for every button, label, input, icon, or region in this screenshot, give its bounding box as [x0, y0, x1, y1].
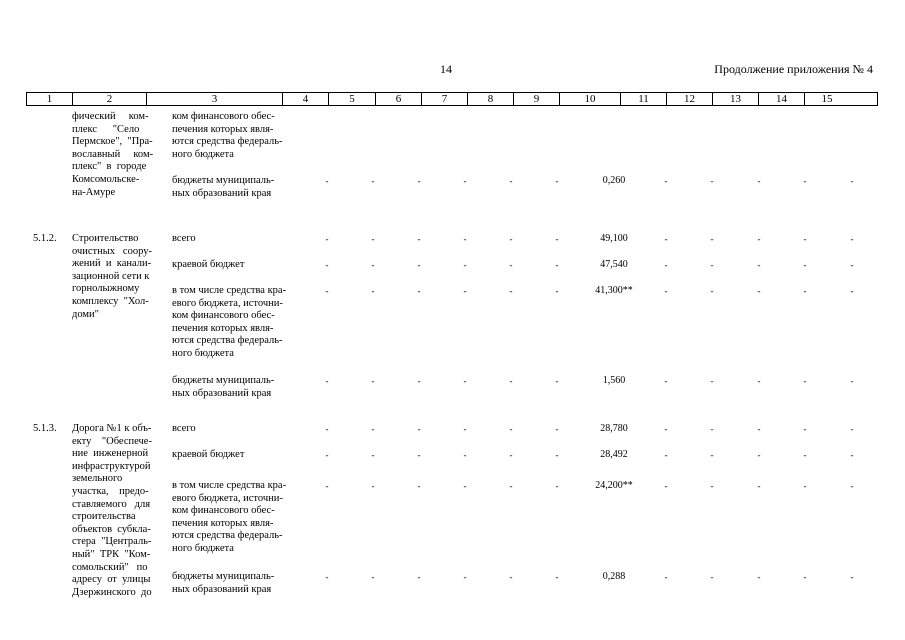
item-name-line: ние инженерной	[72, 448, 149, 460]
source-of-funding	[172, 480, 286, 556]
column-header-5: 5	[329, 93, 376, 105]
cell-col12: -	[710, 572, 714, 582]
continued-source	[172, 175, 274, 200]
cell-col5: -	[371, 234, 375, 244]
cell-col10: 41,300**	[595, 285, 633, 296]
source-of-funding-line: краевой бюджет	[172, 449, 245, 460]
source-of-funding-line: всего	[172, 233, 196, 244]
column-header-4: 4	[283, 93, 329, 105]
cell-col9: -	[555, 234, 559, 244]
cell-col10: 0,288	[602, 571, 626, 582]
column-header-1: 1	[27, 93, 73, 105]
cell-col15: -	[850, 376, 854, 386]
cell-col12: -	[710, 234, 714, 244]
cell-col13: -	[757, 450, 761, 460]
source-of-funding-line: ком финансового обес-	[172, 505, 275, 517]
cell-col14: -	[803, 450, 807, 460]
source-of-funding-line: ются средства федераль-	[172, 335, 283, 347]
cell-col4: -	[325, 176, 329, 186]
cell-col11: -	[664, 234, 668, 244]
item-name-line: жений и канали-	[72, 258, 152, 270]
cell-col12: -	[710, 450, 714, 460]
cell-col13: -	[757, 176, 761, 186]
continued-object-name-line: плекс "Село	[72, 123, 140, 135]
cell-col6: -	[417, 376, 421, 386]
item-name-line: инфраструктурой	[72, 460, 151, 472]
cell-col15: -	[850, 260, 854, 270]
cell-col5: -	[371, 176, 375, 186]
cell-col7: -	[463, 260, 467, 270]
cell-col13: -	[757, 234, 761, 244]
source-of-funding-line: ются средства федераль-	[172, 530, 283, 542]
cell-col7: -	[463, 234, 467, 244]
continuation-label: Продолжение приложения № 4	[714, 62, 873, 76]
cell-col11: -	[664, 424, 668, 434]
cell-col10: 24,200**	[595, 480, 633, 491]
cell-col8: -	[509, 572, 513, 582]
continued-source-tail-line: ком финансового обес-	[172, 111, 275, 122]
cell-col7: -	[463, 481, 467, 491]
continued-object-name	[72, 111, 153, 199]
cell-col14: -	[803, 260, 807, 270]
column-header-11: 11	[621, 93, 667, 105]
table-header-row	[26, 92, 878, 106]
cell-col11: -	[664, 450, 668, 460]
source-of-funding-line: в том числе средства кра-	[172, 480, 287, 491]
item-name-line: Дорога №1 к объ-	[72, 423, 152, 434]
continued-source-tail-line: ного бюджета	[172, 148, 234, 160]
cell-col7: -	[463, 424, 467, 434]
cell-col10: 28,492	[600, 449, 628, 460]
cell-col11: -	[664, 376, 668, 386]
cell-col9: -	[555, 260, 559, 270]
continued-object-name-line: вославный ком-	[72, 148, 154, 160]
item-name-line: Дзержинского до	[72, 586, 152, 598]
cell-col10: 49,100	[600, 233, 628, 244]
cell-col10: 28,780	[600, 423, 628, 434]
item-name-line: Строительство	[72, 233, 139, 244]
item-name-line: ный" ТРК "Ком-	[72, 548, 151, 560]
item-name-line: земельного	[72, 473, 123, 485]
continued-object-name-line: Комсомольске-	[72, 173, 140, 185]
cell-col6: -	[417, 286, 421, 296]
cell-col6: -	[417, 450, 421, 460]
column-header-14: 14	[759, 93, 805, 105]
cell-col12: -	[710, 376, 714, 386]
cell-col8: -	[509, 424, 513, 434]
item-name-line: сомольский" по	[72, 561, 148, 573]
column-header-3: 3	[147, 93, 283, 105]
continued-source-tail-line: печения которых явля-	[172, 123, 274, 135]
cell-col5: -	[371, 424, 375, 434]
continued-source-line: ных образований края	[172, 187, 272, 199]
cell-col10: 0,260	[602, 175, 626, 186]
page-number: 14	[440, 62, 452, 76]
cell-col7: -	[463, 572, 467, 582]
source-of-funding-line: в том числе средства кра-	[172, 285, 287, 296]
cell-col8: -	[509, 481, 513, 491]
cell-col6: -	[417, 234, 421, 244]
source-of-funding	[172, 571, 274, 596]
source-of-funding-line: печения которых явля-	[172, 322, 274, 334]
cell-col4: -	[325, 481, 329, 491]
cell-col4: -	[325, 376, 329, 386]
item-name-line: адресу от улицы	[72, 574, 151, 586]
cell-col8: -	[509, 450, 513, 460]
item-name	[72, 233, 152, 321]
column-header-10: 10	[560, 93, 621, 105]
cell-col9: -	[555, 376, 559, 386]
cell-col10: 1,560	[602, 375, 626, 386]
cell-col13: -	[757, 376, 761, 386]
cell-col14: -	[803, 481, 807, 491]
cell-col13: -	[757, 481, 761, 491]
source-of-funding-line: ных образований края	[172, 583, 272, 595]
cell-col5: -	[371, 260, 375, 270]
continued-object-name-line: на-Амуре	[72, 186, 116, 198]
cell-col4: -	[325, 572, 329, 582]
item-name	[72, 423, 152, 599]
source-of-funding-line: печения которых явля-	[172, 517, 274, 529]
continued-object-name-line: Пермское", "Пра-	[72, 136, 153, 148]
cell-col13: -	[757, 424, 761, 434]
cell-col12: -	[710, 176, 714, 186]
column-header-15: 15	[821, 93, 833, 105]
cell-col14: -	[803, 376, 807, 386]
continued-source-tail-line: ются средства федераль-	[172, 136, 283, 148]
source-of-funding	[172, 423, 196, 436]
cell-col5: -	[371, 376, 375, 386]
cell-col14: -	[803, 424, 807, 434]
source-of-funding-line: краевой бюджет	[172, 259, 245, 270]
cell-col15: -	[850, 176, 854, 186]
cell-col9: -	[555, 450, 559, 460]
continued-source-line: бюджеты муниципаль-	[172, 175, 275, 186]
cell-col9: -	[555, 176, 559, 186]
cell-col15: -	[850, 424, 854, 434]
item-name-line: горнолыжному	[72, 283, 140, 295]
cell-col11: -	[664, 286, 668, 296]
cell-col15: -	[850, 572, 854, 582]
continued-object-name-line: фический ком-	[72, 111, 149, 122]
cell-col8: -	[509, 376, 513, 386]
cell-col7: -	[463, 450, 467, 460]
item-name-line: ставляемого для	[72, 498, 151, 510]
cell-col15: -	[850, 450, 854, 460]
source-of-funding	[172, 233, 196, 246]
cell-col12: -	[710, 424, 714, 434]
cell-col13: -	[757, 260, 761, 270]
cell-col15: -	[850, 286, 854, 296]
cell-col13: -	[757, 286, 761, 296]
source-of-funding-line: ком финансового обес-	[172, 310, 275, 322]
cell-col4: -	[325, 450, 329, 460]
item-name-line: екту "Обеспече-	[72, 435, 152, 447]
cell-col11: -	[664, 260, 668, 270]
item-name-line: зационной сети к	[72, 270, 150, 282]
cell-col7: -	[463, 286, 467, 296]
source-of-funding	[172, 449, 244, 462]
column-header-7: 7	[422, 93, 468, 105]
column-header-6: 6	[376, 93, 422, 105]
cell-col11: -	[664, 572, 668, 582]
cell-col6: -	[417, 424, 421, 434]
source-of-funding-line: евого бюджета, источни-	[172, 492, 283, 504]
cell-col4: -	[325, 260, 329, 270]
item-name-line: объектов субкла-	[72, 523, 151, 535]
cell-col4: -	[325, 424, 329, 434]
column-header-2: 2	[73, 93, 147, 105]
source-of-funding-line: евого бюджета, источни-	[172, 297, 283, 309]
cell-col7: -	[463, 176, 467, 186]
column-header-13: 13	[713, 93, 759, 105]
column-header-12: 12	[667, 93, 713, 105]
source-of-funding	[172, 375, 274, 400]
item-number: 5.1.3.	[33, 423, 57, 434]
source-of-funding-line: всего	[172, 423, 196, 434]
source-of-funding	[172, 259, 244, 272]
cell-col12: -	[710, 481, 714, 491]
source-of-funding-line: ных образований края	[172, 387, 272, 399]
cell-col12: -	[710, 286, 714, 296]
cell-col9: -	[555, 286, 559, 296]
continued-source-tail	[172, 111, 283, 161]
item-name-line: комплексу "Хол-	[72, 295, 149, 307]
cell-col6: -	[417, 176, 421, 186]
cell-col4: -	[325, 286, 329, 296]
cell-col14: -	[803, 572, 807, 582]
item-name-line: участка, предо-	[72, 485, 149, 497]
cell-col11: -	[664, 481, 668, 491]
cell-col8: -	[509, 176, 513, 186]
source-of-funding-line: ного бюджета	[172, 542, 234, 554]
column-header-9: 9	[514, 93, 560, 105]
source-of-funding-line: бюджеты муниципаль-	[172, 375, 275, 386]
cell-col8: -	[509, 234, 513, 244]
item-name-line: строительства	[72, 511, 136, 523]
cell-col15: -	[850, 234, 854, 244]
cell-col5: -	[371, 481, 375, 491]
item-name-line: доми"	[72, 308, 99, 320]
cell-col8: -	[509, 286, 513, 296]
cell-col11: -	[664, 176, 668, 186]
source-of-funding-line: бюджеты муниципаль-	[172, 571, 275, 582]
cell-col5: -	[371, 572, 375, 582]
source-of-funding	[172, 285, 286, 361]
cell-col15: -	[850, 481, 854, 491]
cell-col9: -	[555, 424, 559, 434]
item-name-line: очистных соору-	[72, 245, 152, 257]
cell-col7: -	[463, 376, 467, 386]
cell-col9: -	[555, 572, 559, 582]
cell-col6: -	[417, 260, 421, 270]
source-of-funding-line: ного бюджета	[172, 347, 234, 359]
item-number: 5.1.2.	[33, 233, 57, 244]
cell-col13: -	[757, 572, 761, 582]
cell-col12: -	[710, 260, 714, 270]
cell-col14: -	[803, 176, 807, 186]
item-name-line: стера "Централь-	[72, 536, 152, 548]
continued-object-name-line: плекс" в городе	[72, 161, 147, 173]
cell-col14: -	[803, 234, 807, 244]
cell-col9: -	[555, 481, 559, 491]
cell-col5: -	[371, 286, 375, 296]
cell-col10: 47,540	[600, 259, 628, 270]
cell-col8: -	[509, 260, 513, 270]
cell-col14: -	[803, 286, 807, 296]
cell-col5: -	[371, 450, 375, 460]
cell-col6: -	[417, 572, 421, 582]
cell-col4: -	[325, 234, 329, 244]
column-header-8: 8	[468, 93, 514, 105]
cell-col6: -	[417, 481, 421, 491]
